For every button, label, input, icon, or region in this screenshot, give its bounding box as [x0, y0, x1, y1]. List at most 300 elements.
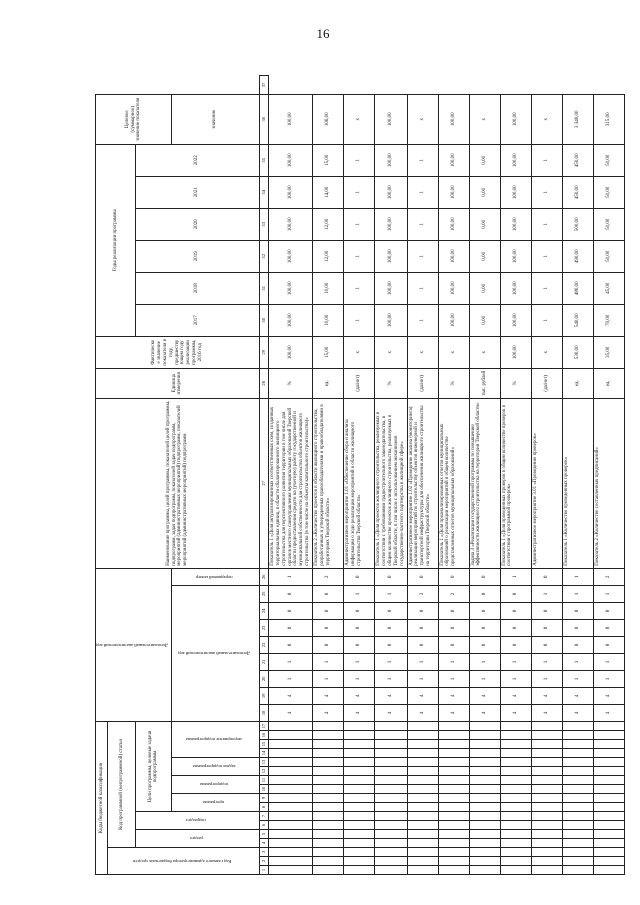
budget-code-cell: [531, 848, 562, 857]
target-value-cell: 100,00: [268, 94, 312, 144]
budget-code-cell: [593, 830, 624, 839]
analytic-code-cell: 0: [469, 636, 500, 653]
table-row: [500, 76, 531, 875]
budget-code-cell: [500, 848, 531, 857]
year-value-cell: 1: [407, 176, 438, 208]
column-number: 19: [259, 687, 268, 704]
column-number: 12: [259, 767, 268, 776]
table-row: [268, 76, 312, 875]
year-value-cell: 100,00: [500, 304, 531, 336]
budget-code-cell: [593, 740, 624, 749]
year-value-cell: 100,00: [438, 176, 469, 208]
budget-code-cell: [344, 731, 375, 740]
indicator-name-cell: Показатель 1 «Доля проектов жилищного строительства, реализуемых в соответствии с требованиями градостроительного законодательства, в общем количестве проектов жилищного строительства, реализуемых в Тверской области, в том числе с использованием механизмов государственно-частного партнерства в жилищной сфере»: [375, 398, 407, 568]
analytic-code-cell: 1: [593, 670, 624, 687]
budget-code-cell: [313, 721, 344, 730]
target-value-cell: 100,00: [500, 94, 531, 144]
budget-code-cell: [562, 767, 593, 776]
budget-code-cell: [268, 731, 312, 740]
target-value-cell: 3 340,00: [562, 94, 593, 144]
analytic-code-cell: 0: [344, 619, 375, 636]
budget-code-cell: [469, 857, 500, 866]
unit-cell: %: [268, 368, 312, 398]
year-value-cell: 0,00: [469, 144, 500, 176]
budget-code-cell: [438, 785, 469, 794]
budget-code-cell: [593, 749, 624, 758]
budget-code-cell: [375, 749, 407, 758]
budget-code-cell: [344, 839, 375, 848]
page-number: 16: [316, 26, 330, 41]
analytic-code-cell: 4: [344, 687, 375, 704]
column-number: 33: [259, 208, 268, 240]
year-value-cell: 1: [531, 176, 562, 208]
actual-value-cell: х: [469, 336, 500, 368]
column-number: 37: [259, 76, 268, 95]
budget-code-cell: [313, 857, 344, 866]
analytic-code-cell: 1: [593, 653, 624, 670]
budget-code-cell: [500, 812, 531, 821]
budget-code-cell: [375, 758, 407, 767]
number-header: порядковый номер: [171, 568, 259, 585]
budget-code-cell: [438, 767, 469, 776]
analytic-code-cell: 0: [438, 568, 469, 585]
year-value-cell: 50,00: [593, 176, 624, 208]
year-value-cell: 1: [531, 144, 562, 176]
analytic-code-cell: 0: [531, 568, 562, 585]
budget-code-cell: [500, 830, 531, 839]
analytic-code-cell: 0: [438, 619, 469, 636]
budget-code-cell: [375, 740, 407, 749]
budget-code-cell: [469, 803, 500, 812]
analytic-code-cell: 0: [500, 636, 531, 653]
analytic-code-cell: 0: [375, 602, 407, 619]
budget-code-cell: [268, 785, 312, 794]
budget-code-cell: [500, 749, 531, 758]
indicator-name-cell: Задача 3 «Реализация государственной программы по повышению эффективности жилищного строительства на территории Тверской области»: [469, 398, 500, 568]
budget-code-cell: [562, 740, 593, 749]
table-row: [593, 76, 624, 875]
budget-code-cell: [593, 821, 624, 830]
year-value-cell: 0,00: [469, 208, 500, 240]
budget-code-cell: [375, 731, 407, 740]
event-header: мероприятие подпрограммы: [171, 721, 259, 757]
admin-code-header: Код главного администратора бюджетных средств: [108, 848, 260, 875]
target-value-cell: х: [469, 94, 500, 144]
budget-code-cell: [531, 839, 562, 848]
budget-code-cell: [375, 830, 407, 839]
unit-cell: %: [438, 368, 469, 398]
budget-code-cell: [407, 740, 438, 749]
year-value-cell: 100,00: [375, 176, 407, 208]
budget-code-cell: [469, 740, 500, 749]
analytic-code-cell: 4: [407, 704, 438, 721]
budget-code-cell: [500, 740, 531, 749]
analytic-code-cell: 0: [593, 619, 624, 636]
subsection-header: подраздел: [135, 812, 259, 830]
analytic-code-cell: 4: [438, 687, 469, 704]
unit-cell: ед.: [593, 368, 624, 398]
budget-code-cell: [562, 848, 593, 857]
budget-code-cell: [375, 767, 407, 776]
budget-code-cell: [407, 785, 438, 794]
budget-code-cell: [500, 785, 531, 794]
analytic-code-cell: 2: [313, 568, 344, 585]
budget-code-cell: [531, 785, 562, 794]
budget-code-cell: [500, 866, 531, 875]
target-value-cell: 100,00: [438, 94, 469, 144]
budget-code-cell: [438, 830, 469, 839]
budget-code-cell: [531, 731, 562, 740]
analytic-code-cell: 0: [531, 619, 562, 636]
budget-code-cell: [407, 758, 438, 767]
budget-code-cell: [500, 721, 531, 730]
analytic-code-cell: 4: [531, 704, 562, 721]
budget-code-cell: [268, 821, 312, 830]
budget-code-cell: [268, 776, 312, 785]
budget-code-cell: [562, 821, 593, 830]
analytic-code-cell: 1: [407, 653, 438, 670]
budget-code-cell: [593, 848, 624, 857]
year-value-cell: 100,00: [268, 208, 312, 240]
budget-code-cell: [407, 731, 438, 740]
analytic-code-cell: 1: [344, 585, 375, 602]
indicator-name-cell: Показатель 2 «Количество проектов в области жилищного строительства, разработанных и утвержденных правообладателями и правообладателями в территориях Тверской области»: [313, 398, 344, 568]
year-value-cell: 100,00: [438, 304, 469, 336]
budget-code-cell: [469, 794, 500, 803]
rotated-page-frame: [95, 75, 611, 875]
analytic-code-cell: 4: [268, 687, 312, 704]
year-value-cell: 10,00: [313, 272, 344, 304]
budget-code-cell: [531, 749, 562, 758]
year-value-cell: 1: [344, 208, 375, 240]
analytic-code-cell: 0: [469, 619, 500, 636]
analytic-code-cell: 0: [313, 636, 344, 653]
budget-code-cell: [469, 721, 500, 730]
analytic-code-cell: 4: [593, 687, 624, 704]
year-value-cell: 1: [407, 304, 438, 336]
budget-code-cell: [344, 721, 375, 730]
budget-code-cell: [500, 821, 531, 830]
program-code-header: Код программной (непрограммной) статьи: [108, 721, 136, 847]
unit-cell: (да/нет): [407, 368, 438, 398]
year-value-cell: 100,00: [500, 208, 531, 240]
indicator-name-cell: Показатель 2 «Количество составленных предписаний»: [593, 398, 624, 568]
analytic-code-cell: 4: [500, 687, 531, 704]
budget-code-cell: [469, 830, 500, 839]
budget-code-cell: [268, 830, 312, 839]
budget-code-cell: [375, 866, 407, 875]
budget-code-cell: [469, 866, 500, 875]
year-value-cell: 1: [407, 208, 438, 240]
analytic-code-cell: 4: [469, 687, 500, 704]
year-value-cell: 12,00: [313, 240, 344, 272]
year-value-cell: 70,00: [593, 304, 624, 336]
budget-code-cell: [500, 794, 531, 803]
analytic-code-cell: 1: [562, 670, 593, 687]
budget-code-cell: [375, 794, 407, 803]
actual-value-cell: х: [344, 336, 375, 368]
analytic-code-cell: 1: [438, 653, 469, 670]
column-number: 6: [259, 821, 268, 830]
year-value-cell: 0,00: [469, 176, 500, 208]
analytic-code-cell: 1: [268, 568, 312, 585]
unit-cell: (да/нет): [531, 368, 562, 398]
column-number: 18: [259, 704, 268, 721]
budget-code-cell: [268, 758, 312, 767]
budget-code-cell: [562, 794, 593, 803]
year-value-cell: 0,00: [469, 240, 500, 272]
year-value-cell: 100,00: [500, 176, 531, 208]
program-header: программа: [171, 794, 259, 812]
column-number: 13: [259, 758, 268, 767]
budget-code-cell: [268, 794, 312, 803]
budget-code-cell: [531, 821, 562, 830]
additional-code-header: Дополнительный аналитический код: [96, 568, 172, 721]
actual-value-cell: 35,00: [593, 336, 624, 368]
budget-code-cell: [469, 749, 500, 758]
budget-code-cell: [469, 821, 500, 830]
year-value-cell: 50,00: [593, 208, 624, 240]
analytic-code-cell: 4: [500, 704, 531, 721]
budget-code-cell: [344, 740, 375, 749]
analytic-code-cell: 1: [500, 670, 531, 687]
analytic-code-cell: 0: [344, 636, 375, 653]
analytic-code-cell: 0: [562, 602, 593, 619]
budget-code-cell: [469, 731, 500, 740]
budget-code-cell: [531, 794, 562, 803]
budget-code-cell: [469, 785, 500, 794]
budget-code-cell: [438, 749, 469, 758]
budget-code-cell: [438, 812, 469, 821]
budget-code-cell: [593, 866, 624, 875]
year-value-cell: 0,00: [469, 272, 500, 304]
year-value-cell: 450,00: [562, 176, 593, 208]
column-numbers-row: [259, 76, 268, 875]
year-value-cell: 450,00: [562, 144, 593, 176]
target-value-header: значение: [171, 94, 259, 144]
budget-code-cell: [500, 803, 531, 812]
rotated-table-wrapper: [95, 75, 611, 875]
budget-code-cell: [562, 857, 593, 866]
column-number: 34: [259, 176, 268, 208]
budget-code-cell: [562, 776, 593, 785]
budget-code-cell: [268, 803, 312, 812]
budget-code-cell: [344, 866, 375, 875]
year-value-cell: 100,00: [268, 176, 312, 208]
year-value-cell: 1: [344, 144, 375, 176]
budget-code-cell: [375, 821, 407, 830]
actual-value-cell: 530,00: [562, 336, 593, 368]
column-number: 8: [259, 803, 268, 812]
table-row: [313, 76, 344, 875]
budget-code-cell: [438, 721, 469, 730]
indicator-name-cell: Показатель 1 «Доля проведенных проверок в общем количестве проверок в соответствии с программой проверок»: [500, 398, 531, 568]
budget-code-cell: [313, 767, 344, 776]
year-value-cell: 1: [344, 176, 375, 208]
target-value-cell: 100,00: [375, 94, 407, 144]
budget-code-cell: [562, 803, 593, 812]
budget-code-cell: [500, 767, 531, 776]
column-number: 21: [259, 653, 268, 670]
budget-code-cell: [531, 740, 562, 749]
budget-code-cell: [593, 767, 624, 776]
analytic-code-cell: 1: [500, 653, 531, 670]
analytic-code-cell: 1: [375, 670, 407, 687]
table-row: [438, 76, 469, 875]
budget-code-cell: [375, 721, 407, 730]
actual-value-cell: х: [407, 336, 438, 368]
budget-code-cell: [469, 848, 500, 857]
year-value-cell: 100,00: [438, 240, 469, 272]
analytic-code-cell: 0: [562, 636, 593, 653]
budget-code-cell: [593, 731, 624, 740]
budget-code-cell: [593, 721, 624, 730]
table-row: [469, 76, 500, 875]
budget-code-cell: [375, 803, 407, 812]
target-value-cell: х: [407, 94, 438, 144]
target-value-cell: х: [344, 94, 375, 144]
year-2019-header: 2019: [135, 240, 259, 272]
budget-code-cell: [344, 776, 375, 785]
year-value-cell: 1: [344, 304, 375, 336]
analytic-code-cell: 0: [344, 602, 375, 619]
table-row: [375, 76, 407, 875]
budget-code-cell: [344, 848, 375, 857]
analytic-code-cell: 0: [313, 602, 344, 619]
budget-code-cell: [344, 803, 375, 812]
year-value-cell: 100,00: [268, 144, 312, 176]
year-value-cell: 1: [531, 240, 562, 272]
budget-code-cell: [500, 776, 531, 785]
budget-code-cell: [407, 776, 438, 785]
table-row: [344, 76, 375, 875]
analytic-code-cell: 0: [375, 636, 407, 653]
budget-code-cell: [407, 749, 438, 758]
actual-value-cell: 15,00: [313, 336, 344, 368]
budget-code-cell: [438, 740, 469, 749]
year-value-cell: 540,00: [562, 304, 593, 336]
year-value-cell: 100,00: [500, 144, 531, 176]
budget-code-cell: [438, 866, 469, 875]
year-value-cell: 10,00: [313, 304, 344, 336]
budget-code-cell: [562, 812, 593, 821]
analytic-code-cell: 1: [469, 653, 500, 670]
analytic-code-cell: 1: [344, 653, 375, 670]
analytic-code-cell: 1: [407, 670, 438, 687]
program-indicators-table: [95, 75, 625, 875]
column-number: 11: [259, 776, 268, 785]
year-value-cell: 100,00: [500, 272, 531, 304]
column-number: 7: [259, 812, 268, 821]
analytic-code-cell: 0: [438, 602, 469, 619]
budget-code-cell: [313, 794, 344, 803]
column-number: 23: [259, 619, 268, 636]
table-row: [531, 76, 562, 875]
column-number: 3: [259, 848, 268, 857]
analytic-code-cell: 1: [593, 585, 624, 602]
analytic-code-cell: 1: [562, 585, 593, 602]
column-number: 20: [259, 670, 268, 687]
budget-code-cell: [531, 776, 562, 785]
analytic-code-cell: 0: [407, 568, 438, 585]
column-number: 30: [259, 304, 268, 336]
analytic-code-cell: 1: [375, 653, 407, 670]
analytic-code-cell: 0: [593, 602, 624, 619]
target-value-cell: 106,00: [313, 94, 344, 144]
budget-code-cell: [562, 731, 593, 740]
budget-code-cell: [313, 776, 344, 785]
budget-code-cell: [531, 721, 562, 730]
year-value-cell: 500,00: [562, 208, 593, 240]
actual-value-cell: 100,00: [268, 336, 312, 368]
budget-code-cell: [313, 812, 344, 821]
budget-code-cell: [407, 821, 438, 830]
budget-code-cell: [469, 776, 500, 785]
analytic-code-cell: 1: [469, 670, 500, 687]
column-number: 31: [259, 272, 268, 304]
actual-value-cell: 100,00: [500, 336, 531, 368]
actual-value-header: Фактическое значение показателя в году, предшествующем году реализации программы, 2016 год: [96, 336, 260, 368]
column-number: 35: [259, 144, 268, 176]
budget-code-cell: [531, 758, 562, 767]
unit-cell: ед.: [562, 368, 593, 398]
name-header: Наименование программы, целей программы, показателей целей программы, подпрограмм, задач подпрограмм, показателей задач подпрограмм, мероприятий (административных мероприятий) подпрограмм, показателей мероприятий (административных мероприятий) подпрограмм: [96, 398, 260, 568]
budget-code-cell: [268, 857, 312, 866]
budget-code-cell: [438, 794, 469, 803]
budget-code-cell: [268, 812, 312, 821]
analytic-code-cell: 0: [500, 585, 531, 602]
budget-code-cell: [407, 857, 438, 866]
budget-code-cell: [313, 731, 344, 740]
unit-cell: %: [375, 368, 407, 398]
analytic-code-cell: 0: [344, 568, 375, 585]
unit-cell: ед.: [313, 368, 344, 398]
analytic-code-cell: 0: [562, 619, 593, 636]
year-value-cell: 1: [344, 272, 375, 304]
target-value-cell: х: [531, 94, 562, 144]
analytic-code-cell: 0: [438, 636, 469, 653]
analytic-code-cell: 0: [268, 602, 312, 619]
budget-code-cell: [407, 721, 438, 730]
budget-code-cell: [375, 857, 407, 866]
budget-code-cell: [313, 866, 344, 875]
column-number: 24: [259, 602, 268, 619]
budget-code-cell: [268, 721, 312, 730]
year-2022-header: 2022: [135, 144, 259, 176]
analytic-code-cell: 2: [593, 568, 624, 585]
analytic-code-cell: 1: [531, 585, 562, 602]
column-number: 29: [259, 336, 268, 368]
budget-code-cell: [407, 830, 438, 839]
budget-code-cell: [313, 848, 344, 857]
budget-code-cell: [344, 857, 375, 866]
analytic-code-cell: 1: [531, 653, 562, 670]
subprogram-header: подпрограмма: [171, 776, 259, 794]
budget-code-cell: [375, 785, 407, 794]
budget-code-cell: [500, 839, 531, 848]
budget-code-cell: [531, 866, 562, 875]
budget-code-cell: [407, 848, 438, 857]
budget-code-cell: [593, 794, 624, 803]
budget-code-cell: [375, 848, 407, 857]
budget-code-cell: [313, 830, 344, 839]
indicator-name-cell: Административное мероприятие 3.01 «Проведение проверок»: [531, 398, 562, 568]
year-2018-header: 2018: [135, 272, 259, 304]
analytic-code-cell: 1: [375, 585, 407, 602]
budget-code-cell: [562, 758, 593, 767]
analytic-code-cell: 4: [268, 704, 312, 721]
budget-code-cell: [438, 821, 469, 830]
